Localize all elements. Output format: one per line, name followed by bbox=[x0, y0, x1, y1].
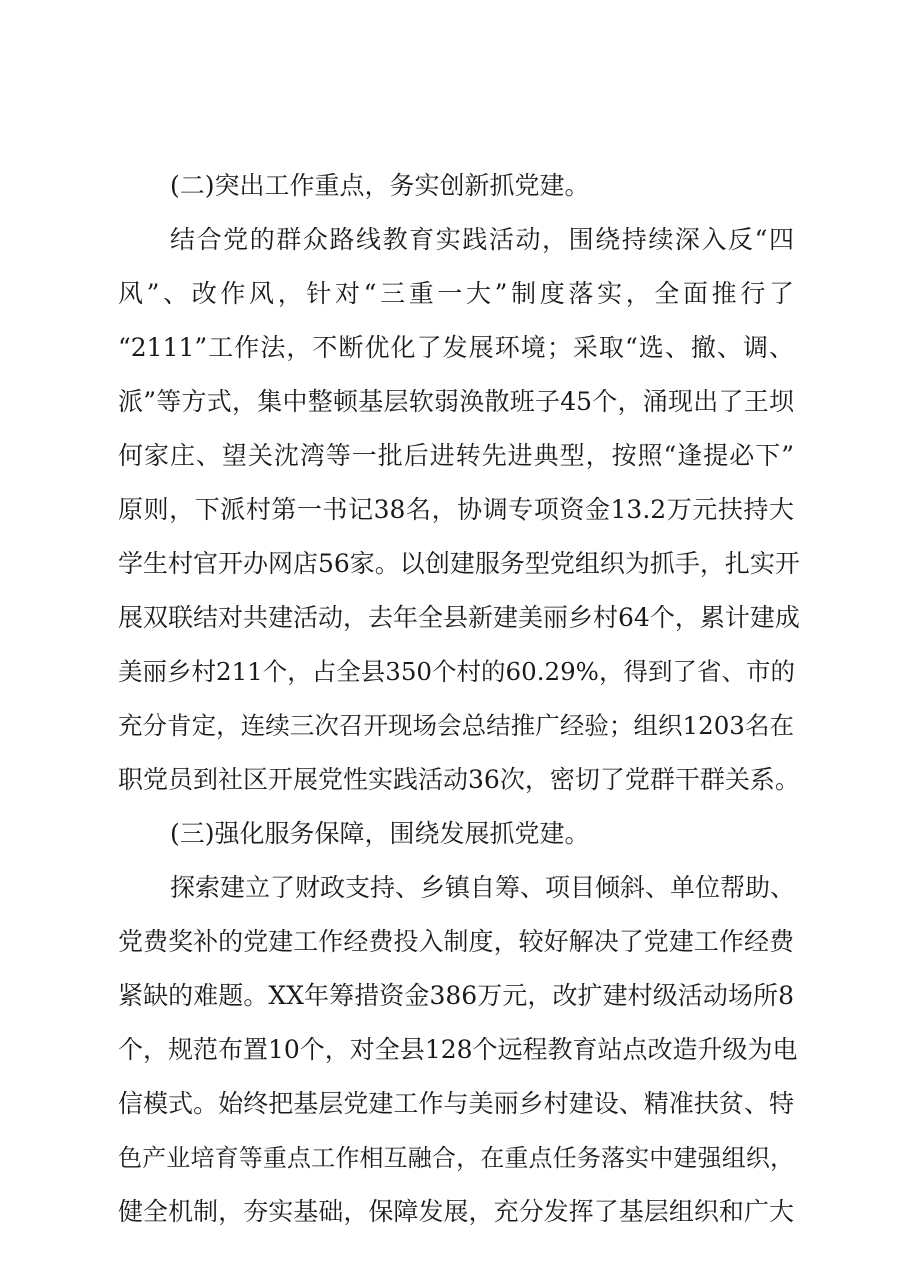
paragraph-line: 美丽乡村211个，占全县350个村的60.29%，得到了省、市的 bbox=[118, 657, 795, 686]
paragraph-line: 原则，下派村第一书记38名，协调专项资金13.2万元扶持大 bbox=[118, 495, 794, 524]
paragraph-line: 派”等方式，集中整顿基层软弱涣散班子45个，涌现出了王坝 bbox=[118, 387, 794, 416]
paragraph-line: 风”、改作风，针对“三重一大”制度落实，全面推行了 bbox=[118, 279, 794, 308]
paragraph-line: 学生村官开办网店56家。以创建服务型党组织为抓手，扎实开 bbox=[118, 549, 800, 578]
paragraph-line: 何家庄、望关沈湾等一批后进转先进典型，按照“逢提必下” bbox=[118, 441, 794, 470]
section-heading-2: (二)突出工作重点，务实创新抓党建。 bbox=[170, 171, 590, 200]
paragraph-line: 结合党的群众路线教育实践活动，围绕持续深入反“四 bbox=[170, 225, 794, 254]
paragraph-line: 个，规范布置10个，对全县128个远程教育站点改造升级为电 bbox=[118, 1035, 798, 1064]
section-heading-3: (三)强化服务保障，围绕发展抓党建。 bbox=[170, 819, 590, 848]
paragraph-line: 充分肯定，连续三次召开现场会总结推广经验；组织1203名在 bbox=[118, 711, 794, 740]
paragraph-line: 色产业培育等重点工作相互融合，在重点任务落实中建强组织， bbox=[118, 1144, 794, 1172]
paragraph-line: 展双联结对共建活动，去年全县新建美丽乡村64个，累计建成 bbox=[118, 603, 800, 632]
paragraph-line: 信模式。始终把基层党建工作与美丽乡村建设、精准扶贫、特 bbox=[118, 1089, 794, 1118]
paragraph-line: 职党员到社区开展党性实践活动36次，密切了党群干群关系。 bbox=[118, 765, 800, 794]
paragraph-line: 党费奖补的党建工作经费投入制度，较好解决了党建工作经费 bbox=[118, 927, 794, 956]
paragraph-line: 紧缺的难题。XX年筹措资金386万元，改扩建村级活动场所8 bbox=[118, 981, 794, 1010]
paragraph-line: “2111”工作法，不断优化了发展环境；采取“选、撤、调、 bbox=[118, 333, 794, 362]
paragraph-line: 健全机制，夯实基础，保障发展，充分发挥了基层组织和广大 bbox=[118, 1197, 794, 1226]
paragraph-line: 探索建立了财政支持、乡镇自筹、项目倾斜、单位帮助、 bbox=[170, 873, 796, 902]
